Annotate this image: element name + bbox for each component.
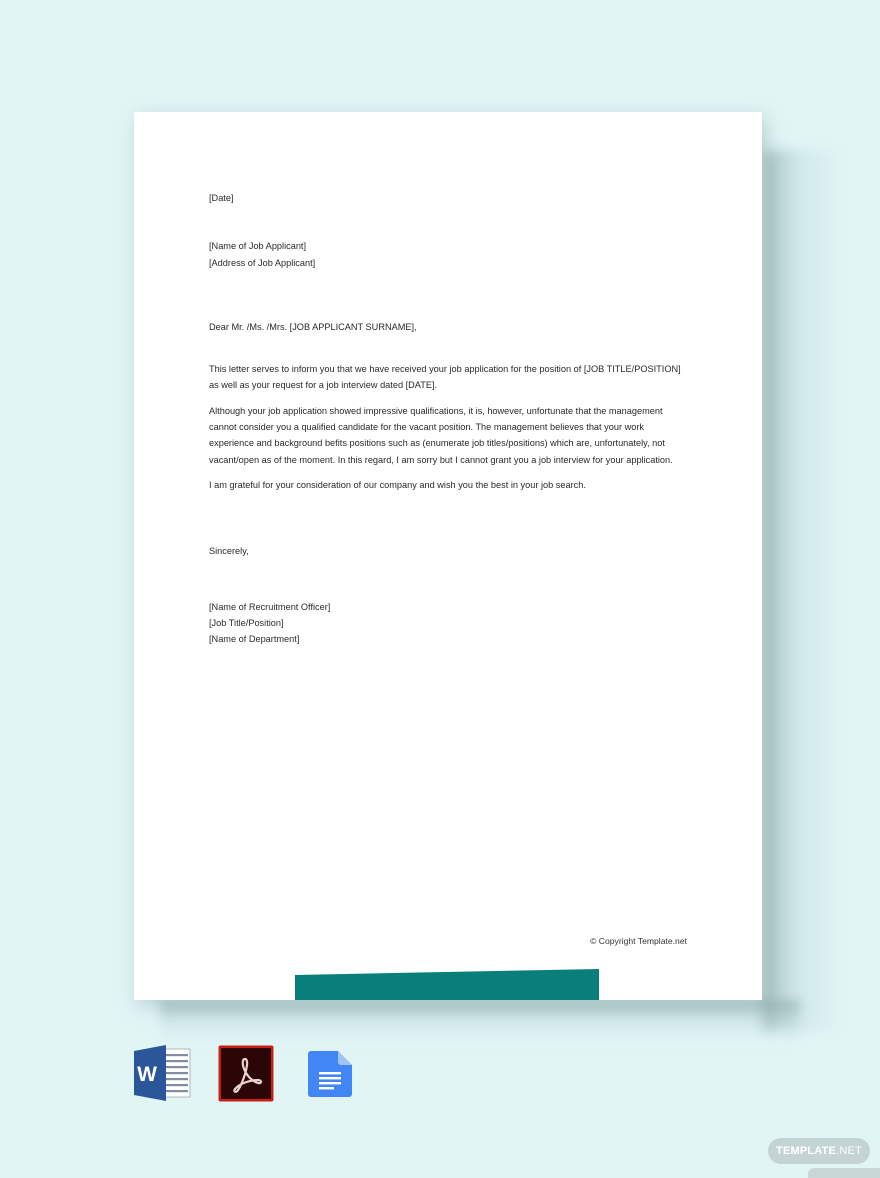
paragraph-1: This letter serves to inform you that we have received your job application for the position of [JOB TITLE/POSITION] as well as your request for a job interview dated [DATE]. (209, 364, 681, 391)
accent-bar (295, 969, 599, 1000)
copyright-text: © Copyright Template.net (590, 936, 687, 946)
letter-page-preview (134, 112, 762, 1000)
word-icon[interactable] (134, 1045, 192, 1101)
signature-department: [Name of Department] (209, 634, 300, 645)
signature-title: [Job Title/Position] (209, 617, 284, 628)
recipient-name: [Name of Job Applicant] (209, 241, 307, 252)
watermark-thin: .NET (836, 1145, 862, 1157)
letter-body (209, 190, 689, 647)
paragraph-2: Although your job application showed impressive qualifications, it is, however, unfortunate that the management cannot consider you a qualified candidate for the vacant position. The management believes that your work experience and background befits positions such as (enumerate job titles/positions) which are, unfortunately, not vacant/open as of the moment. In this regard, I am sorry but I cannot grant you a job interview for your application. (209, 405, 673, 465)
page-shadow (762, 150, 842, 1030)
google-docs-icon[interactable] (308, 1051, 352, 1097)
page-shadow (160, 1000, 800, 1045)
bottom-strip (808, 1168, 880, 1178)
paragraph-3: I am grateful for your consideration of our company and wish you the best in your job search. (209, 479, 586, 490)
svg-text:W: W (137, 1063, 157, 1086)
recipient-address: [Address of Job Applicant] (209, 257, 316, 268)
letter-date: [Date] (209, 193, 234, 203)
watermark-bold: TEMPLATE (776, 1145, 837, 1157)
closing: Sincerely, (209, 546, 249, 557)
signature-name: [Name of Recruitment Officer] (209, 601, 331, 612)
salutation: Dear Mr. /Ms. /Mrs. [JOB APPLICANT SURNAME], (209, 321, 417, 332)
pdf-icon[interactable] (218, 1045, 274, 1102)
template-net-watermark (768, 1138, 870, 1164)
